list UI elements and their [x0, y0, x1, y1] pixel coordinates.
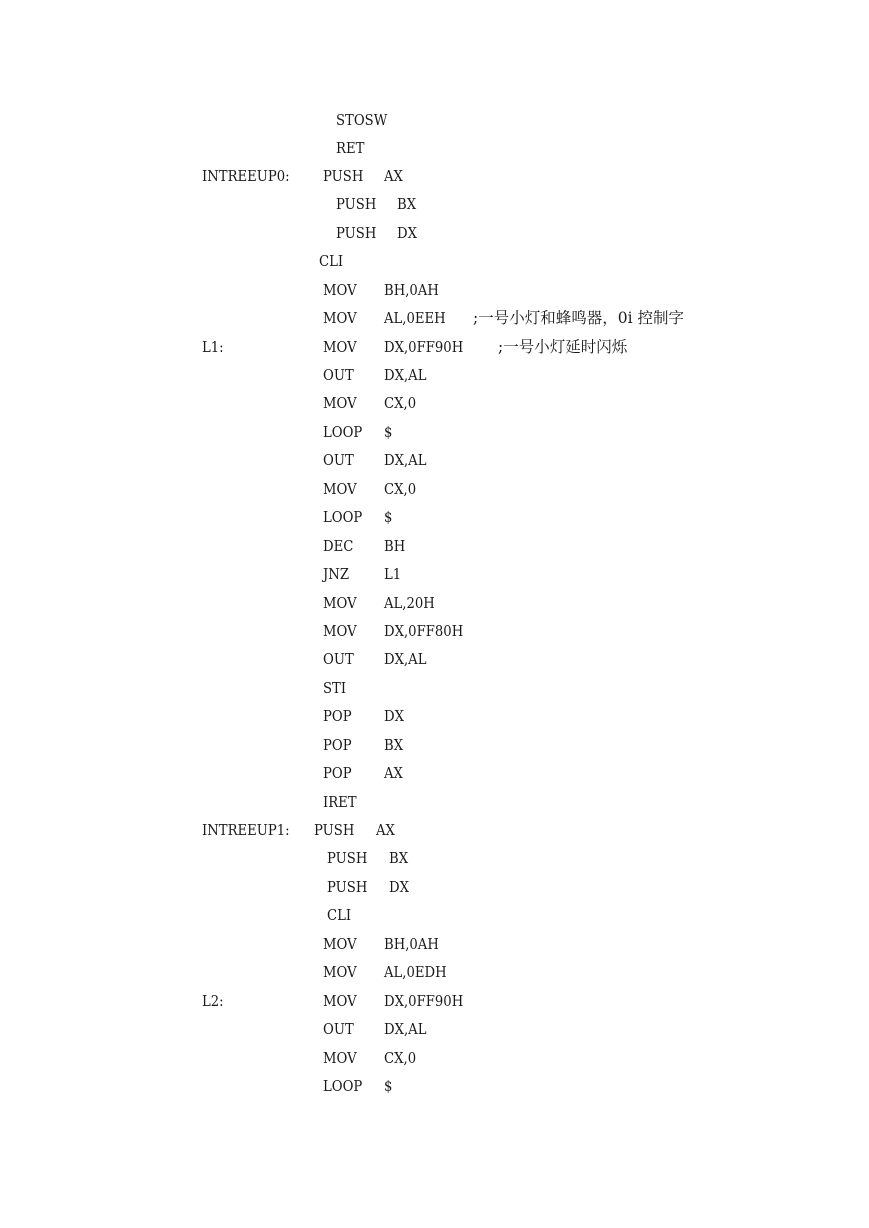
code-operand: AL,0EDH — [384, 963, 447, 981]
code-operand: DX,0FF90H — [384, 338, 464, 356]
code-operand: BX — [384, 736, 404, 754]
code-mnemonic: CLI — [319, 252, 344, 270]
code-operand: BH,0AH — [384, 281, 439, 299]
code-operand: AX — [384, 167, 403, 185]
code-line — [0, 507, 869, 535]
code-line — [0, 251, 869, 279]
code-operand: BH — [384, 537, 406, 555]
code-operand: $ — [384, 1077, 393, 1095]
code-line — [0, 905, 869, 933]
code-mnemonic: POP — [323, 736, 352, 754]
code-mnemonic: CLI — [327, 906, 352, 924]
code-line — [0, 564, 869, 592]
code-line — [0, 763, 869, 791]
code-mnemonic: PUSH — [314, 821, 355, 839]
code-line — [0, 1019, 869, 1047]
code-mnemonic: MOV — [323, 963, 357, 981]
code-mnemonic: PUSH — [336, 224, 377, 242]
code-mnemonic: OUT — [323, 451, 354, 469]
code-mnemonic: OUT — [323, 366, 354, 384]
code-line — [0, 649, 869, 677]
code-line — [0, 877, 869, 905]
code-mnemonic: MOV — [323, 622, 357, 640]
code-mnemonic: MOV — [323, 338, 357, 356]
code-line — [0, 934, 869, 962]
code-mnemonic: POP — [323, 707, 352, 725]
code-mnemonic: JNZ — [323, 565, 350, 583]
code-line — [0, 393, 869, 421]
code-line — [0, 138, 869, 166]
code-operand: DX,AL — [384, 1020, 427, 1038]
code-line — [0, 337, 869, 365]
code-operand: AL,20H — [384, 594, 435, 612]
code-operand: L1 — [384, 565, 402, 583]
code-operand: DX,0FF90H — [384, 992, 464, 1010]
code-operand: BH,0AH — [384, 935, 439, 953]
code-line — [0, 792, 869, 820]
code-line — [0, 848, 869, 876]
code-line — [0, 450, 869, 478]
code-line — [0, 536, 869, 564]
code-mnemonic: STOSW — [336, 111, 388, 129]
code-operand: BX — [389, 849, 409, 867]
code-line — [0, 1048, 869, 1076]
code-mnemonic: RET — [336, 139, 365, 157]
code-operand: BX — [397, 195, 417, 213]
code-operand: DX,0FF80H — [384, 622, 464, 640]
code-comment: ;一号小灯和蜂鸣器，0i 控制字 — [473, 309, 684, 327]
code-line — [0, 991, 869, 1019]
code-line — [0, 280, 869, 308]
code-mnemonic: DEC — [323, 537, 354, 555]
code-operand: DX — [397, 224, 417, 242]
code-mnemonic: OUT — [323, 1020, 354, 1038]
code-mnemonic: PUSH — [323, 167, 364, 185]
code-line — [0, 194, 869, 222]
code-mnemonic: STI — [323, 679, 347, 697]
code-label: INTREEUP1: — [202, 821, 290, 839]
code-mnemonic: MOV — [323, 992, 357, 1010]
code-operand: DX,AL — [384, 451, 427, 469]
code-line — [0, 735, 869, 763]
code-label: L2: — [202, 992, 224, 1010]
code-operand: DX — [389, 878, 409, 896]
code-operand: AL,0EEH — [384, 309, 446, 327]
code-mnemonic: LOOP — [323, 423, 363, 441]
code-mnemonic: OUT — [323, 650, 354, 668]
code-label: INTREEUP0: — [202, 167, 290, 185]
code-line — [0, 223, 869, 251]
code-operand: CX,0 — [384, 480, 417, 498]
code-operand: CX,0 — [384, 394, 417, 412]
code-mnemonic: LOOP — [323, 1077, 363, 1095]
code-mnemonic: MOV — [323, 935, 357, 953]
code-mnemonic: PUSH — [336, 195, 377, 213]
code-mnemonic: PUSH — [327, 849, 368, 867]
code-operand: AX — [376, 821, 395, 839]
code-mnemonic: MOV — [323, 309, 357, 327]
code-operand: $ — [384, 423, 393, 441]
code-mnemonic: MOV — [323, 480, 357, 498]
code-operand: CX,0 — [384, 1049, 417, 1067]
code-line — [0, 621, 869, 649]
code-operand: DX — [384, 707, 404, 725]
code-line — [0, 422, 869, 450]
code-operand: AX — [384, 764, 403, 782]
code-line — [0, 593, 869, 621]
code-mnemonic: MOV — [323, 281, 357, 299]
code-line — [0, 820, 869, 848]
code-mnemonic: MOV — [323, 594, 357, 612]
code-line — [0, 962, 869, 990]
code-line — [0, 110, 869, 138]
code-line — [0, 479, 869, 507]
code-line — [0, 706, 869, 734]
code-mnemonic: MOV — [323, 1049, 357, 1067]
code-comment: ;一号小灯延时闪烁 — [498, 338, 628, 356]
code-label: L1: — [202, 338, 224, 356]
code-mnemonic: LOOP — [323, 508, 363, 526]
code-mnemonic: MOV — [323, 394, 357, 412]
code-mnemonic: IRET — [323, 793, 357, 811]
code-operand: DX,AL — [384, 366, 427, 384]
code-operand: DX,AL — [384, 650, 427, 668]
code-line — [0, 678, 869, 706]
code-line — [0, 1076, 869, 1104]
code-mnemonic: POP — [323, 764, 352, 782]
code-line — [0, 365, 869, 393]
code-operand: $ — [384, 508, 393, 526]
code-line — [0, 166, 869, 194]
code-mnemonic: PUSH — [327, 878, 368, 896]
code-line — [0, 308, 869, 336]
